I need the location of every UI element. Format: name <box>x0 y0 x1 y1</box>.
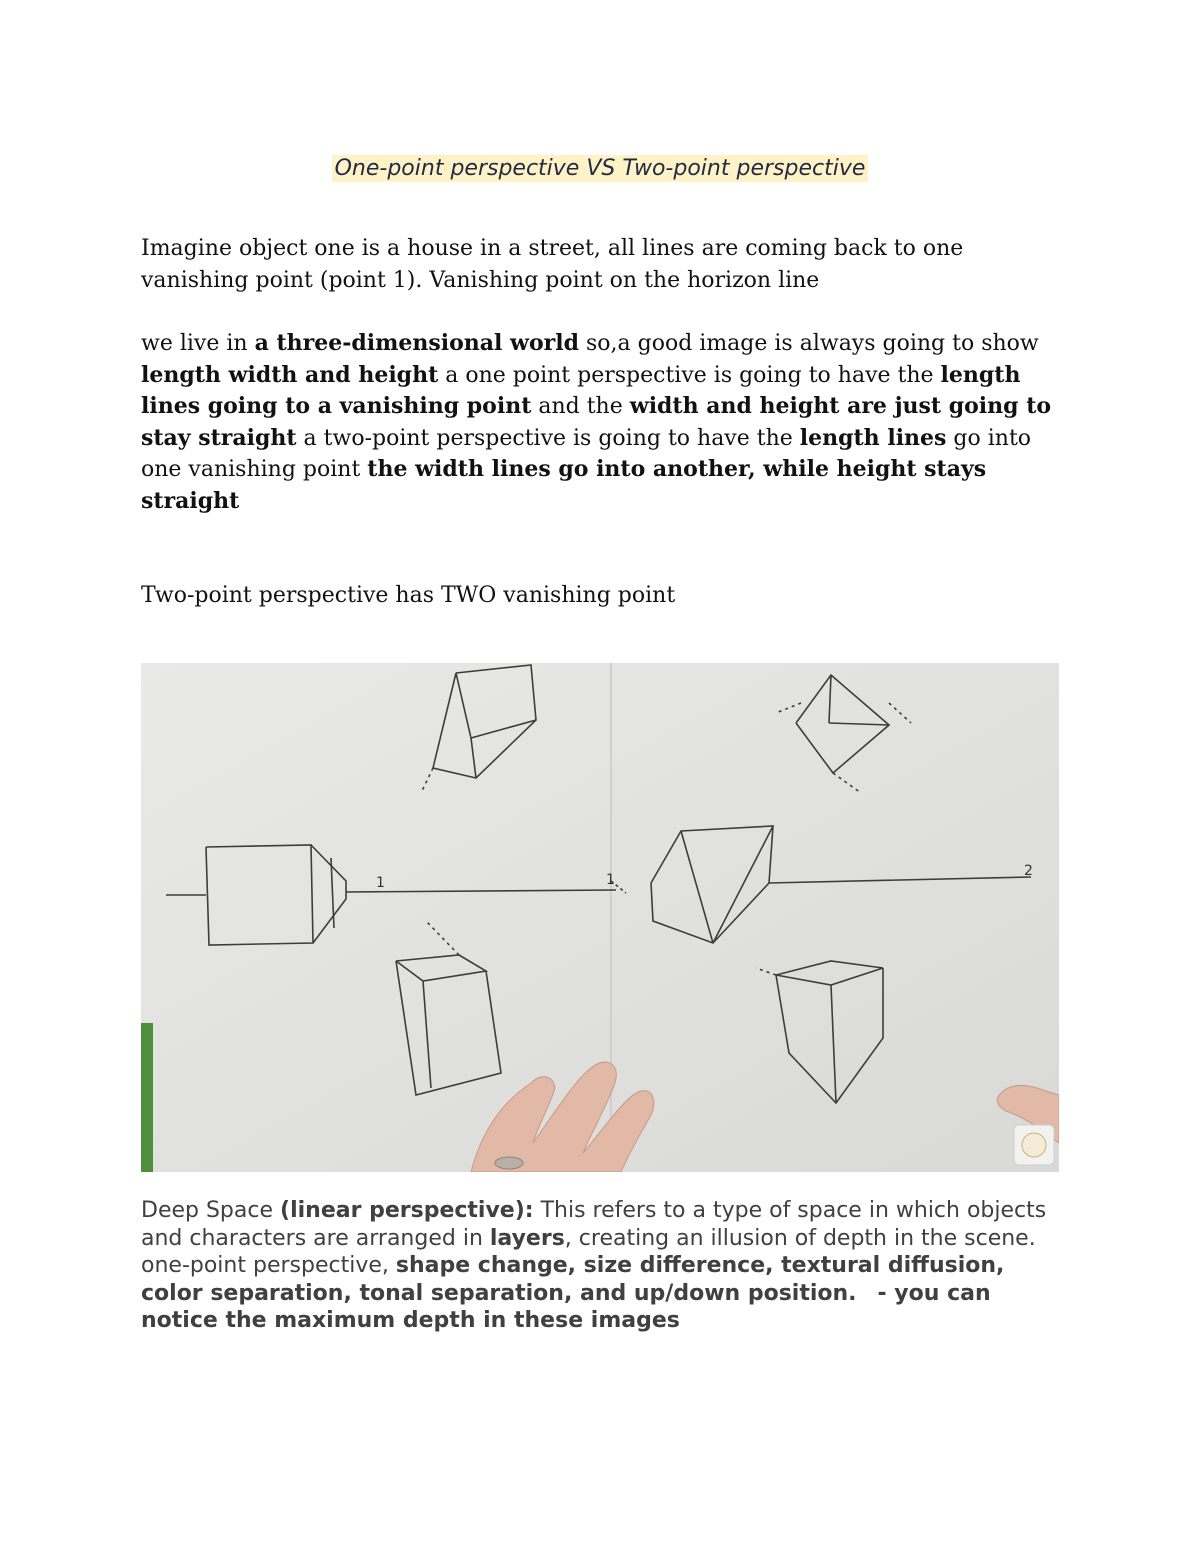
vanishing-point-label: 1 <box>376 875 385 891</box>
page-title: One-point perspective VS Two-point perspective <box>332 155 869 182</box>
text-run: Deep Space <box>141 1198 281 1223</box>
text-run: we live in <box>141 331 255 356</box>
text-run: , creating an illusion of depth in the scene. one-point perspective, <box>141 1225 1036 1278</box>
text-run: a two-point perspective is going to have the <box>296 425 800 451</box>
vanishing-point-label: 1 <box>606 872 615 888</box>
text-run <box>857 1281 878 1306</box>
text-run: and the <box>531 394 630 419</box>
title-container <box>0 156 1200 181</box>
text-run: go into one vanishing point <box>141 425 1032 482</box>
watermark-emblem <box>1022 1133 1046 1157</box>
bold-run: length lines <box>799 424 947 451</box>
text-run: This refers to a type of space in which objects and characters are arranged in <box>141 1198 1047 1251</box>
bold-run: - you can notice the maximum depth in these images <box>141 1280 991 1333</box>
bold-run: the width lines go into another, while height stays straight <box>141 456 987 514</box>
vanishing-point-label: 2 <box>1024 863 1033 879</box>
perspective-drawing-photo <box>141 663 1059 1172</box>
ring <box>495 1157 523 1169</box>
perspective-sketch <box>141 663 1059 1172</box>
paragraph-deep-space <box>141 1197 1071 1335</box>
bold-run: length lines going to a vanishing point <box>141 361 1021 419</box>
bold-run: a three-dimensional world <box>254 330 579 356</box>
bold-run: length width and height <box>141 361 439 388</box>
paragraph-three-dimensional <box>141 328 1071 517</box>
bold-run: shape change, size difference, textural diffusion, color separation, tonal separation, and up/down position. <box>141 1253 1005 1306</box>
paragraph-intro: Imagine object one is a house in a street, all lines are coming back to one vanishing point (point 1). Vanishing point on the horizon line <box>141 236 964 293</box>
paragraph-two-point: Two-point perspective has TWO vanishing point <box>141 583 676 608</box>
green-edge <box>141 1023 153 1172</box>
bold-run: (linear perspective): <box>280 1198 534 1223</box>
text-run: so,a good image is always going to show <box>579 331 1039 356</box>
bold-run: width and height are just going to stay straight <box>141 393 1052 451</box>
bold-run: layers <box>489 1225 565 1251</box>
text-run: a one point perspective is going to have the <box>438 362 941 388</box>
